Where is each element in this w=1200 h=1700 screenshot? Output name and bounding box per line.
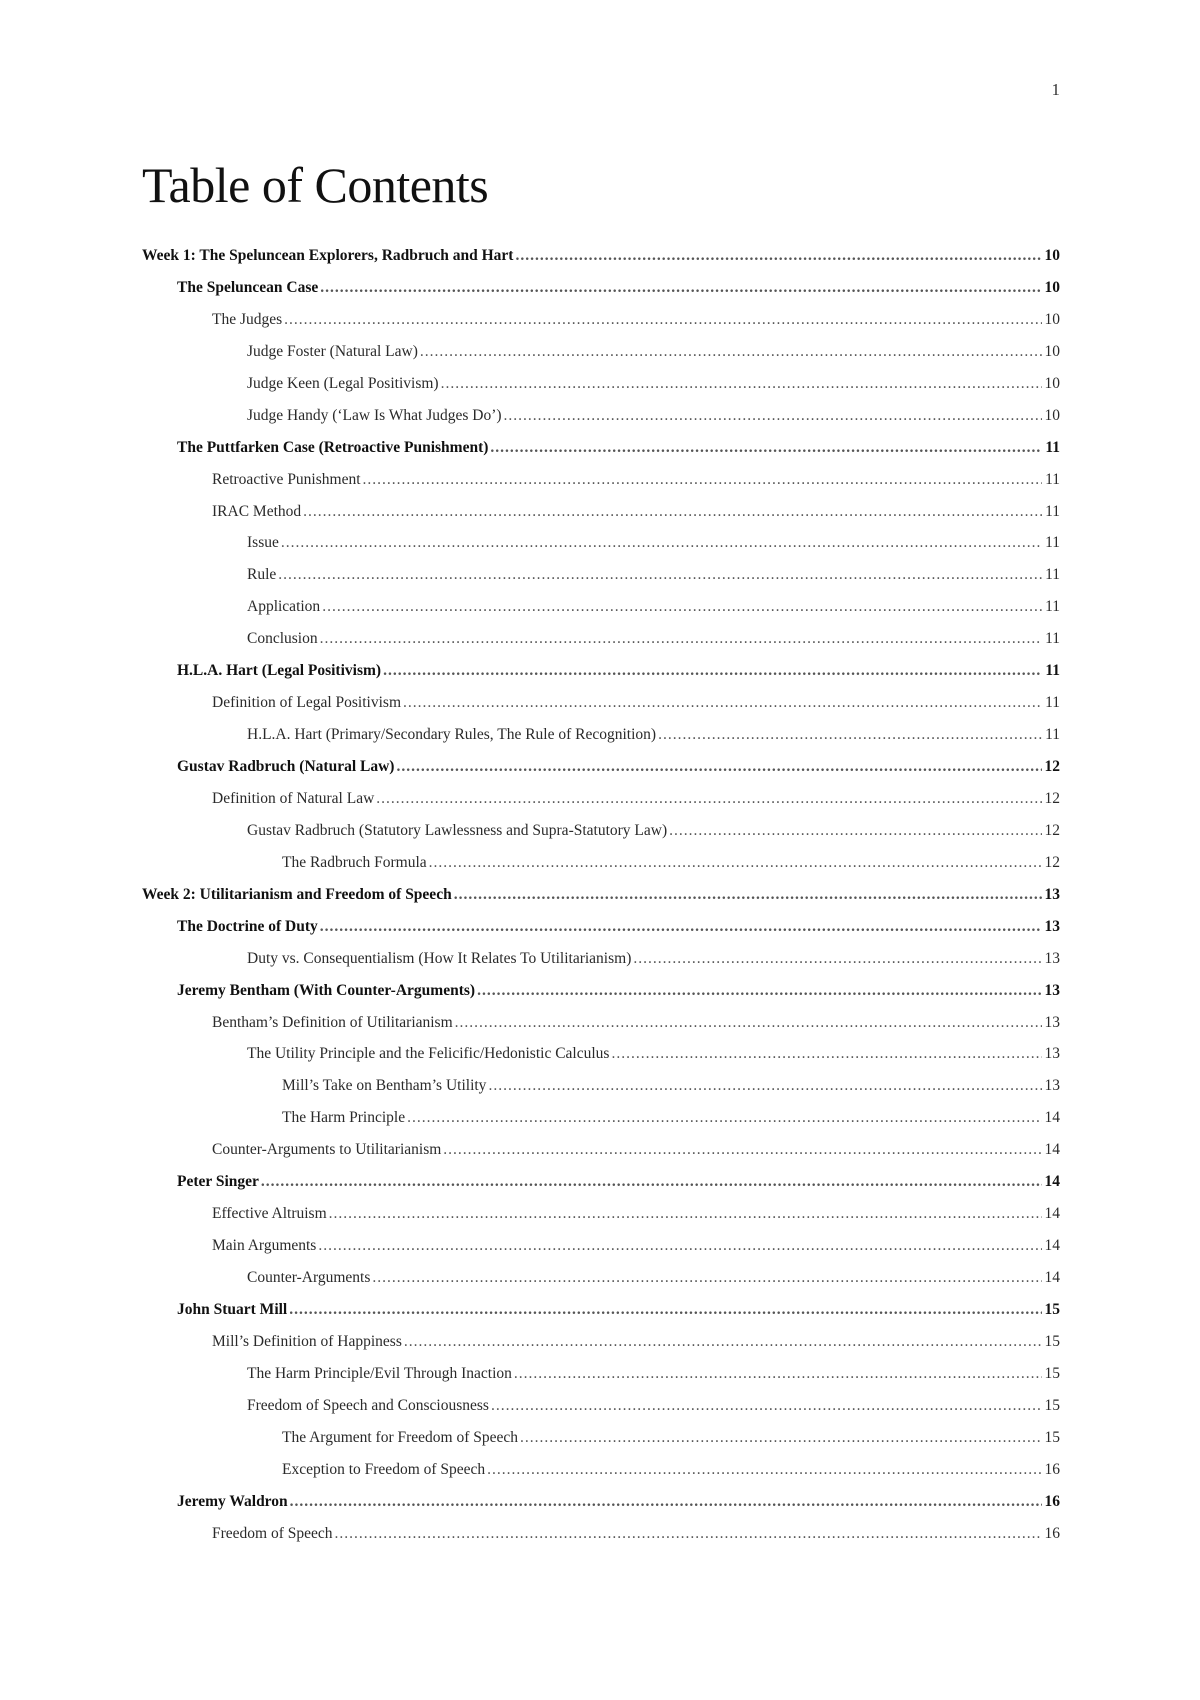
- toc-entry-page: 12: [1044, 758, 1060, 775]
- dot-leader: [454, 879, 1042, 911]
- toc-entry-page: 14: [1044, 1141, 1060, 1159]
- dot-leader: [633, 943, 1042, 975]
- toc-entry-page: 14: [1044, 1269, 1060, 1286]
- toc-entry[interactable]: [142, 400, 1060, 432]
- toc-entry-page: 10: [1044, 310, 1060, 328]
- toc-entry-page: 15: [1044, 1300, 1060, 1318]
- toc-entry-title: Counter-Arguments to Utilitarianism: [212, 1141, 442, 1159]
- toc-entry-title: The Utility Principle and the Felicific/Hedonistic Calculus: [247, 1045, 610, 1063]
- toc-entry-page: 12: [1044, 789, 1060, 807]
- toc-entry-title: Mill’s Take on Bentham’s Utility: [282, 1077, 487, 1095]
- toc-entry[interactable]: [142, 527, 1060, 559]
- toc-entry-page: 10: [1044, 247, 1060, 264]
- toc-entry[interactable]: [142, 975, 1060, 1007]
- toc-entry-title: Bentham’s Definition of Utilitarianism: [212, 1013, 453, 1031]
- dot-leader: [429, 847, 1042, 879]
- toc-entry[interactable]: [142, 368, 1060, 400]
- toc-entry[interactable]: [142, 719, 1060, 751]
- dot-leader: [329, 1198, 1042, 1230]
- toc-entry-page: 15: [1044, 1332, 1060, 1350]
- toc-entry-title: The Judges: [212, 310, 283, 328]
- toc-entry-title: Freedom of Speech and Consciousness: [247, 1396, 489, 1414]
- dot-leader: [396, 751, 1042, 783]
- toc-entry-title: Freedom of Speech: [212, 1524, 333, 1542]
- page-title: Table of Contents: [142, 157, 489, 213]
- dot-leader: [420, 336, 1042, 368]
- toc-entry-title: Counter-Arguments: [247, 1269, 371, 1286]
- toc-entry-page: 11: [1045, 566, 1060, 584]
- toc-entry[interactable]: [142, 240, 1060, 272]
- dot-leader: [284, 304, 1042, 336]
- toc-entry-title: Retroactive Punishment: [212, 470, 361, 488]
- toc-entry-title: Jeremy Bentham (With Counter-Arguments): [177, 981, 476, 999]
- toc-entry[interactable]: [142, 783, 1060, 815]
- toc-entry-title: The Puttfarken Case (Retroactive Punishment): [177, 438, 489, 456]
- toc-entry[interactable]: [142, 464, 1060, 496]
- toc-entry-title: Judge Keen (Legal Positivism): [247, 374, 439, 392]
- toc-entry-title: The Doctrine of Duty: [177, 917, 318, 935]
- toc-entry-page: 14: [1044, 1237, 1060, 1255]
- toc-entry-title: Application: [247, 598, 321, 616]
- dot-leader: [261, 1166, 1042, 1198]
- toc-entry[interactable]: [142, 751, 1060, 783]
- toc-entry-title: H.L.A. Hart (Legal Positivism): [177, 662, 382, 680]
- toc-entry-title: The Speluncean Case: [177, 278, 319, 296]
- toc-entry[interactable]: [142, 1134, 1060, 1166]
- toc-entry[interactable]: [142, 1390, 1060, 1422]
- dot-leader: [515, 240, 1042, 272]
- dot-leader: [278, 559, 1042, 591]
- dot-leader: [320, 272, 1042, 304]
- toc-list: [142, 240, 1060, 1549]
- toc-entry[interactable]: [142, 1422, 1060, 1454]
- dot-leader: [504, 400, 1042, 432]
- dot-leader: [491, 1390, 1042, 1422]
- toc-entry[interactable]: [142, 304, 1060, 336]
- toc-entry-title: H.L.A. Hart (Primary/Secondary Rules, The Rule of Recognition): [247, 726, 657, 744]
- toc-entry-title: Judge Foster (Natural Law): [247, 342, 418, 360]
- toc-entry-page: 16: [1044, 1460, 1060, 1478]
- toc-entry[interactable]: [142, 432, 1060, 464]
- dot-leader: [290, 1486, 1042, 1518]
- toc-entry-title: John Stuart Mill: [177, 1300, 288, 1318]
- toc-entry-page: 10: [1044, 374, 1060, 392]
- toc-entry-title: Definition of Natural Law: [212, 789, 375, 807]
- dot-leader: [407, 1102, 1042, 1134]
- toc-entry-title: The Harm Principle/Evil Through Inaction: [247, 1364, 512, 1382]
- toc-entry-page: 11: [1045, 438, 1060, 456]
- dot-leader: [363, 464, 1042, 496]
- toc-entry-page: 11: [1045, 598, 1060, 616]
- toc-entry-title: The Harm Principle: [282, 1109, 406, 1127]
- dot-leader: [376, 783, 1042, 815]
- toc-entry-title: Conclusion: [247, 630, 318, 648]
- toc-entry-page: 10: [1044, 342, 1060, 360]
- toc-entry[interactable]: [142, 559, 1060, 591]
- toc-entry-page: 13: [1044, 885, 1060, 903]
- toc-entry[interactable]: [142, 496, 1060, 528]
- toc-entry-title: Jeremy Waldron: [177, 1492, 288, 1510]
- toc-entry-page: 11: [1045, 662, 1060, 680]
- toc-entry-title: Week 1: The Speluncean Explorers, Radbruch and Hart: [142, 247, 514, 264]
- dot-leader: [320, 911, 1042, 943]
- dot-leader: [658, 719, 1042, 751]
- toc-entry-page: 14: [1044, 1173, 1060, 1191]
- toc-entry-page: 11: [1045, 726, 1060, 744]
- dot-leader: [441, 368, 1042, 400]
- dot-leader: [477, 975, 1042, 1007]
- toc-entry-page: 13: [1044, 917, 1060, 935]
- toc-entry[interactable]: [142, 1518, 1060, 1550]
- toc-entry-page: 16: [1044, 1492, 1060, 1510]
- toc-entry-page: 12: [1044, 821, 1060, 839]
- toc-entry[interactable]: [142, 1166, 1060, 1198]
- toc-entry-title: Main Arguments: [212, 1237, 317, 1255]
- toc-entry-title: IRAC Method: [212, 502, 302, 520]
- toc-entry-page: 13: [1044, 1077, 1060, 1095]
- toc-entry[interactable]: [142, 591, 1060, 623]
- toc-entry-page: 13: [1044, 981, 1060, 999]
- toc-entry-title: Week 2: Utilitarianism and Freedom of Speech: [142, 885, 452, 903]
- toc-entry-title: Mill’s Definition of Happiness: [212, 1332, 402, 1350]
- dot-leader: [281, 527, 1042, 559]
- toc-entry-page: 10: [1044, 406, 1060, 424]
- toc-entry-page: 12: [1044, 853, 1060, 871]
- toc-entry-page: 13: [1044, 1013, 1060, 1031]
- dot-leader: [403, 687, 1042, 719]
- toc-entry[interactable]: [142, 623, 1060, 655]
- dot-leader: [303, 496, 1042, 528]
- dot-leader: [490, 432, 1042, 464]
- toc-entry-title: Effective Altruism: [212, 1205, 327, 1223]
- toc-entry[interactable]: [142, 911, 1060, 943]
- toc-entry[interactable]: [142, 943, 1060, 975]
- toc-entry-page: 15: [1044, 1396, 1060, 1414]
- toc-entry[interactable]: [142, 1262, 1060, 1294]
- toc-entry[interactable]: [142, 687, 1060, 719]
- toc-entry[interactable]: [142, 1294, 1060, 1326]
- toc-entry-page: 16: [1044, 1524, 1060, 1542]
- toc-entry[interactable]: [142, 1038, 1060, 1070]
- toc-entry-page: 11: [1045, 534, 1060, 552]
- dot-leader: [488, 1070, 1042, 1102]
- toc-entry[interactable]: [142, 1070, 1060, 1102]
- toc-entry-page: 14: [1044, 1205, 1060, 1223]
- toc-entry-page: 11: [1045, 502, 1060, 520]
- dot-leader: [289, 1294, 1042, 1326]
- dot-leader: [455, 1007, 1042, 1039]
- toc-entry-title: The Argument for Freedom of Speech: [282, 1428, 519, 1446]
- toc-entry-page: 15: [1044, 1428, 1060, 1446]
- toc-entry-page: 13: [1044, 1045, 1060, 1063]
- toc-entry[interactable]: [142, 272, 1060, 304]
- toc-entry-page: 11: [1045, 630, 1060, 648]
- toc-entry[interactable]: [142, 1326, 1060, 1358]
- toc-entry[interactable]: [142, 1230, 1060, 1262]
- dot-leader: [514, 1358, 1042, 1390]
- toc-entry-title: Rule: [247, 566, 277, 584]
- toc-entry[interactable]: [142, 1358, 1060, 1390]
- dot-leader: [320, 623, 1042, 655]
- dot-leader: [335, 1518, 1042, 1550]
- toc-entry[interactable]: [142, 1486, 1060, 1518]
- dot-leader: [520, 1422, 1042, 1454]
- dot-leader: [443, 1134, 1042, 1166]
- dot-leader: [318, 1230, 1042, 1262]
- toc-entry[interactable]: [142, 1454, 1060, 1486]
- dot-leader: [404, 1326, 1042, 1358]
- toc-entry-title: The Radbruch Formula: [282, 853, 427, 871]
- toc-entry-title: Peter Singer: [177, 1173, 259, 1191]
- dot-leader: [372, 1262, 1042, 1294]
- toc-entry-title: Duty vs. Consequentialism (How It Relates To Utilitarianism): [247, 949, 632, 967]
- dot-leader: [611, 1038, 1042, 1070]
- page-number: 1: [1051, 80, 1060, 99]
- toc-entry[interactable]: [142, 1198, 1060, 1230]
- toc-entry-title: Issue: [247, 534, 279, 552]
- dot-leader: [322, 591, 1042, 623]
- toc-entry-title: Judge Handy (‘Law Is What Judges Do’): [247, 406, 502, 424]
- dot-leader: [669, 815, 1042, 847]
- toc-entry-page: 15: [1044, 1364, 1060, 1382]
- toc-entry-title: Definition of Legal Positivism: [212, 694, 401, 712]
- toc-entry[interactable]: [142, 336, 1060, 368]
- toc-entry-page: 14: [1044, 1109, 1060, 1127]
- toc-entry[interactable]: [142, 1102, 1060, 1134]
- toc-entry[interactable]: [142, 655, 1060, 687]
- toc-entry-title: Exception to Freedom of Speech: [282, 1460, 486, 1478]
- toc-entry-title: Gustav Radbruch (Natural Law): [177, 758, 395, 775]
- toc-entry[interactable]: [142, 847, 1060, 879]
- toc-entry-page: 11: [1045, 694, 1060, 712]
- dot-leader: [383, 655, 1042, 687]
- toc-entry-page: 13: [1044, 949, 1060, 967]
- toc-entry-page: 11: [1045, 470, 1060, 488]
- toc-entry[interactable]: [142, 879, 1060, 911]
- dot-leader: [487, 1454, 1042, 1486]
- toc-entry[interactable]: [142, 815, 1060, 847]
- toc-entry[interactable]: [142, 1007, 1060, 1039]
- toc-entry-page: 10: [1044, 278, 1060, 296]
- toc-entry-title: Gustav Radbruch (Statutory Lawlessness and Supra-Statutory Law): [247, 821, 668, 839]
